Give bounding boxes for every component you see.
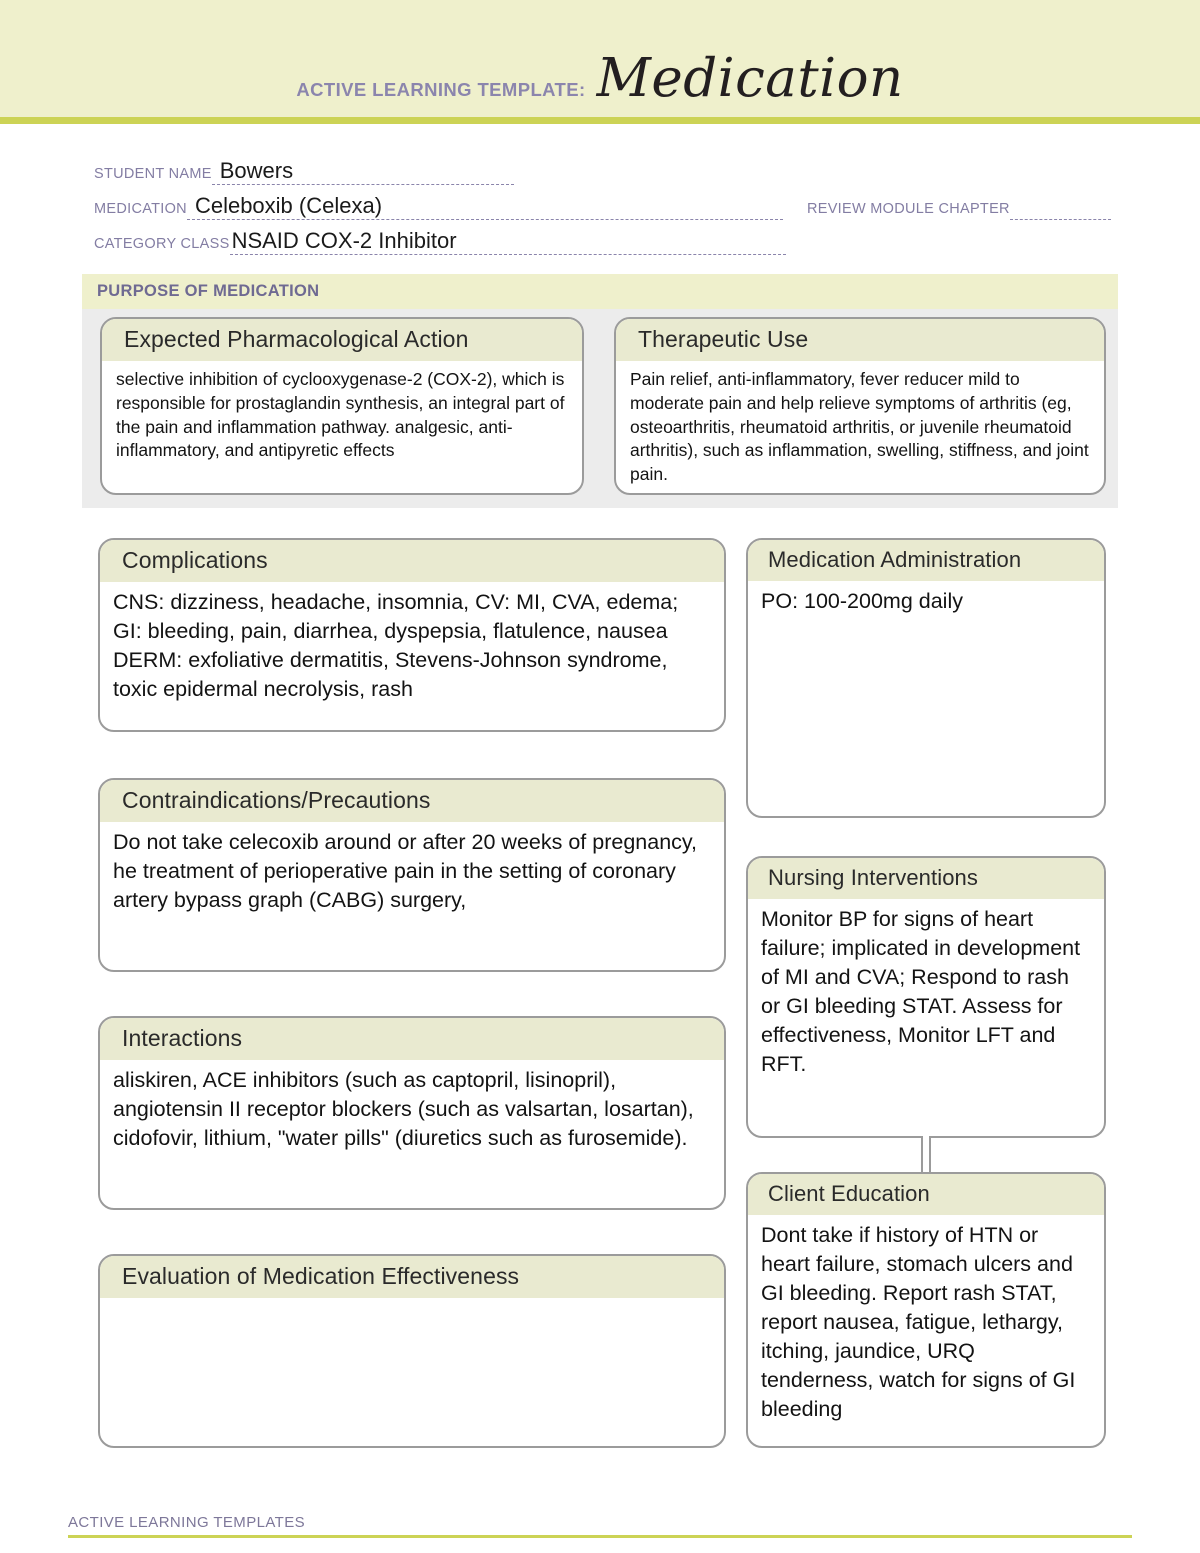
header-band [0,0,1200,117]
nursing-to-client-connector [921,1136,931,1174]
category-class-field[interactable] [230,229,786,255]
student-name-value: Bowers [219,157,294,183]
interactions-body[interactable]: aliskiren, ACE inhibitors (such as captopril, lisinopril), angiotensin II receptor blockers (such as valsartan, losartan), cidofovir, lithium, "water pills" (diuretics such as furosemide). [113,1068,694,1151]
review-module-label: REVIEW MODULE CHAPTER [806,201,1010,217]
therapeutic-use-card[interactable] [614,317,1106,495]
category-class-value: NSAID COX-2 Inhibitor [231,227,457,253]
evaluation-of-medication-effectiveness-card[interactable] [98,1254,726,1448]
footer-text: ACTIVE LEARNING TEMPLATES [68,1514,305,1531]
contraindications-precautions-card[interactable] [98,778,726,972]
expected-pharmacological-action-heading: Expected Pharmacological Action [102,319,582,361]
medication-value: Celeboxib (Celexa) [194,192,383,218]
nursing-interventions-body[interactable]: Monitor BP for signs of heart failure; implicated in development of MI and CVA; Respond to rash or GI bleeding STAT. Assess for effectiveness, Monitor LFT and RFT. [761,907,1081,1077]
therapeutic-use-body[interactable]: Pain relief, anti-inflammatory, fever reducer mild to moderate pain and help relieve symptoms of arthritis (eg, osteoarthritis, rheumatoid arthritis, or juvenile rheumatoid arthritis), such as inflammation, swelling, stiffness, and joint pain. [630,369,1089,485]
client-education-card[interactable] [746,1172,1106,1448]
footer-divider-rule [68,1535,1132,1538]
nursing-interventions-card[interactable] [746,856,1106,1138]
evaluation-of-medication-effectiveness-body[interactable] [100,1298,724,1314]
evaluation-of-medication-effectiveness-heading: Evaluation of Medication Effectiveness [100,1256,724,1298]
student-name-label: STUDENT NAME [94,166,212,182]
page-title: Medication [596,48,904,109]
therapeutic-use-heading: Therapeutic Use [616,319,1104,361]
footer [68,1514,1132,1538]
field-row-medication [94,185,1106,220]
header-kicker: ACTIVE LEARNING TEMPLATE: [296,79,586,100]
complications-body[interactable]: CNS: dizziness, headache, insomnia, CV: MI, CVA, edema; GI: bleeding, pain, diarrhea, dyspepsia, flatulence, nausea DERM: exfoliative dermatitis, Stevens-Johnson syndrome, toxic epidermal necrolysis, rash [113,590,679,702]
field-row-review-module [807,197,1111,220]
complications-card[interactable] [98,538,726,732]
medication-field[interactable] [187,194,783,220]
nursing-interventions-heading: Nursing Interventions [748,858,1104,899]
complications-heading: Complications [100,540,724,582]
purpose-section-title: PURPOSE OF MEDICATION [82,274,1118,309]
medication-administration-card[interactable] [746,538,1106,818]
category-class-label: CATEGORY CLASS [94,236,230,252]
expected-pharmacological-action-body[interactable]: selective inhibition of cyclooxygenase-2 (COX-2), which is responsible for prostaglandin synthesis, an integral part of the pain and inflammation pathway. analgesic, anti-inflammatory, and antipyretic effects [116,369,565,461]
contraindications-precautions-body[interactable]: Do not take celecoxib around or after 20 weeks of pregnancy, he treatment of perioperative pain in the setting of coronary artery bypass graph (CABG) surgery, [113,830,698,913]
student-name-field[interactable] [212,159,514,185]
field-row-category-class [94,220,1106,255]
medication-administration-heading: Medication Administration [748,540,1104,581]
field-row-student-name [94,150,1106,185]
header-divider-rule [0,117,1200,124]
form-fields [94,150,1106,255]
medication-administration-body[interactable]: PO: 100-200mg daily [761,589,963,613]
contraindications-precautions-heading: Contraindications/Precautions [100,780,724,822]
header-title-group [0,48,1200,109]
interactions-heading: Interactions [100,1018,724,1060]
medication-label: MEDICATION [94,201,187,217]
expected-pharmacological-action-card[interactable] [100,317,584,495]
client-education-heading: Client Education [748,1174,1104,1215]
client-education-body[interactable]: Dont take if history of HTN or heart failure, stomach ulcers and GI bleeding. Report rash STAT, report nausea, fatigue, lethargy, itching, jaundice, URQ tenderness, watch for signs of GI bleeding [761,1223,1076,1422]
review-module-field[interactable] [1010,197,1111,220]
interactions-card[interactable] [98,1016,726,1210]
